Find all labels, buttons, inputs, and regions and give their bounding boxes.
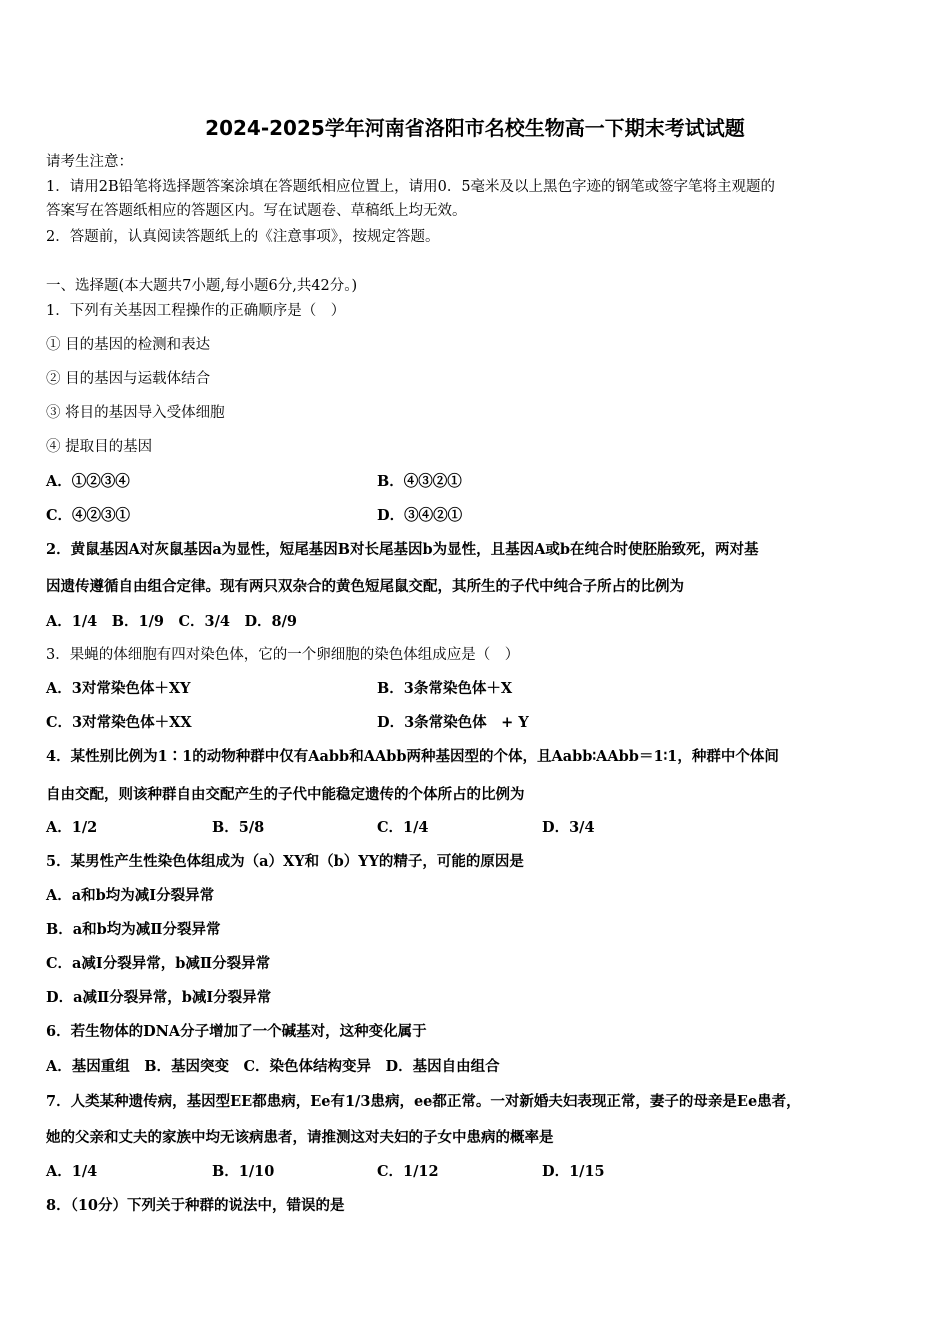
q1-option-b: B．④③②① [377, 473, 462, 490]
q1-option-c: C．④②③① [46, 507, 131, 524]
q6-stem: 6．若生物体的DNA分子增加了一个碱基对，这种变化属于 [46, 1023, 427, 1040]
q4-option-b: B．5/8 [212, 819, 265, 836]
q1-item-1: ① 目的基因的检测和表达 [46, 337, 211, 353]
q1-option-d: D．③④②① [377, 507, 463, 524]
q5-option-b: B．a和b均为减Ⅱ分裂异常 [46, 921, 221, 938]
q7-option-b: B．1/10 [212, 1163, 275, 1180]
q5-option-c: C．a减Ⅰ分裂异常，b减Ⅱ分裂异常 [46, 955, 271, 972]
q4-option-c: C．1/4 [377, 819, 429, 836]
q7-option-d: D．1/15 [542, 1163, 605, 1180]
page-title: 2024-2025学年河南省洛阳市名校生物高一下期末考试试题 [205, 116, 745, 140]
q1-option-a: A．①②③④ [46, 473, 130, 490]
notice-heading: 请考生注意： [46, 154, 133, 170]
q3-option-a: A．3对常染色体＋XY [46, 680, 191, 697]
q3-option-d: D．3条常染色体 + Y [377, 714, 529, 731]
q4-option-d: D．3/4 [542, 819, 595, 836]
q5-option-d: D．a减Ⅱ分裂异常，b减Ⅰ分裂异常 [46, 989, 272, 1006]
section-heading: 一、选择题(本大题共7小题,每小题6分,共42分。) [46, 278, 358, 294]
q8-stem: 8．（10分）下列关于种群的说法中，错误的是 [46, 1197, 345, 1214]
notice-line-2: 答案写在答题纸相应的答题区内。写在试题卷、草稿纸上均无效。 [46, 203, 467, 219]
q4-stem-line-1: 4．某性别比例为1∶1的动物种群中仅有Aabb和AAbb两种基因型的个体，且Aabb∶AAbb＝1∶1，种群中个体间 [46, 748, 779, 765]
q3-option-c: C．3对常染色体＋XX [46, 714, 192, 731]
q3-option-b: B．3条常染色体＋X [377, 680, 513, 697]
q2-options: A．1/4 B．1/9 C．3/4 D．8/9 [46, 613, 298, 630]
notice-line-1: 1．请用2B铅笔将选择题答案涂填在答题纸相应位置上，请用0．5毫米及以上黑色字迹的钢笔或签字笔将主观题的 [46, 179, 776, 195]
q1-item-2: ② 目的基因与运载体结合 [46, 371, 211, 387]
q5-stem: 5．某男性产生性染色体组成为（a）XY和（b）YY的精子，可能的原因是 [46, 853, 524, 870]
q7-stem-line-1: 7．人类某种遗传病，基因型EE都患病，Ee有1/3患病，ee都正常。一对新婚夫妇表现正常，妻子的母亲是Ee患者， [46, 1093, 801, 1110]
notice-line-3: 2．答题前，认真阅读答题纸上的《注意事项》，按规定答题。 [46, 229, 440, 245]
q7-option-c: C．1/12 [377, 1163, 439, 1180]
q2-stem-line-2: 因遗传遵循自由组合定律。现有两只双杂合的黄色短尾鼠交配，其所生的子代中纯合子所占的比例为 [46, 578, 684, 595]
q4-option-a: A．1/2 [46, 819, 98, 836]
q3-stem: 3．果蝇的体细胞有四对染色体，它的一个卵细胞的染色体组成应是（ ） [46, 647, 520, 663]
q6-options: A．基因重组 B．基因突变 C．染色体结构变异 D．基因自由组合 [46, 1058, 500, 1075]
q7-stem-line-2: 她的父亲和丈夫的家族中均无该病患者，请推测这对夫妇的子女中患病的概率是 [46, 1129, 554, 1146]
q1-item-3: ③ 将目的基因导入受体细胞 [46, 405, 225, 421]
q7-option-a: A．1/4 [46, 1163, 98, 1180]
q4-stem-line-2: 自由交配，则该种群自由交配产生的子代中能稳定遗传的个体所占的比例为 [46, 786, 525, 803]
q5-option-a: A．a和b均为减Ⅰ分裂异常 [46, 887, 215, 904]
q1-stem: 1．下列有关基因工程操作的正确顺序是（ ） [46, 303, 346, 319]
q2-stem-line-1: 2．黄鼠基因A对灰鼠基因a为显性，短尾基因B对长尾基因b为显性，且基因A或b在纯合时使胚胎致死，两对基 [46, 541, 759, 558]
q1-item-4: ④ 提取目的基因 [46, 439, 153, 455]
